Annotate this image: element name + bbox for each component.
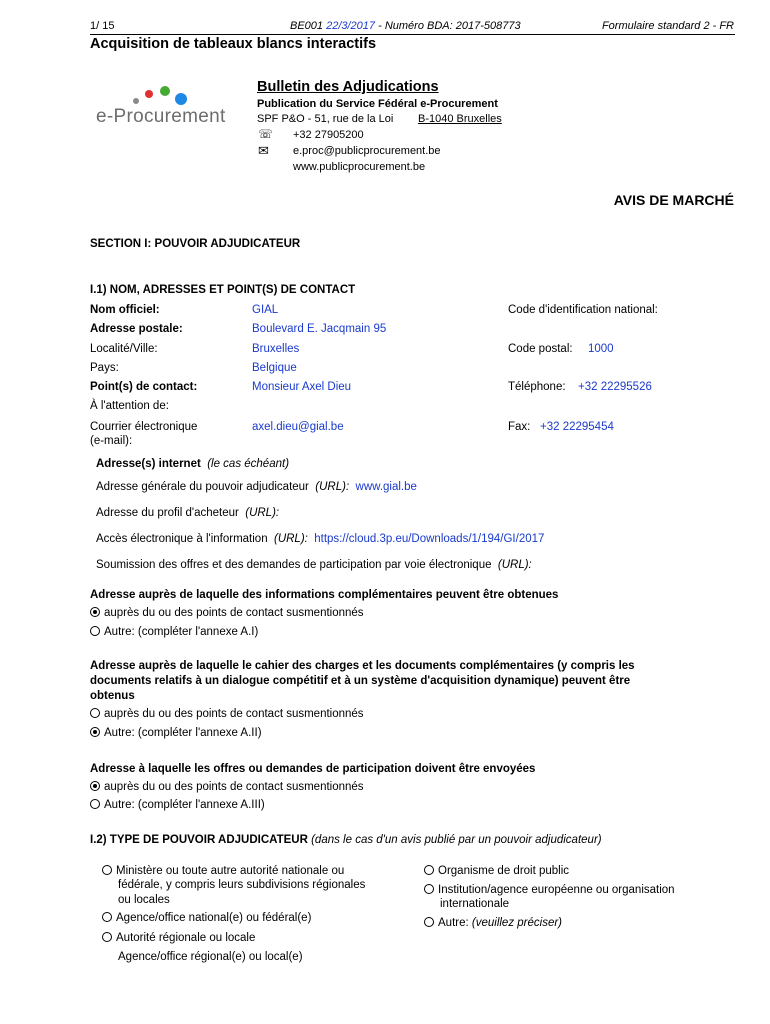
logo-dot-blue xyxy=(175,93,187,105)
radio-selected-icon[interactable] xyxy=(90,607,100,617)
bulletin-city: B-1040 Bruxelles xyxy=(418,113,502,125)
i2-right-option-2-line1: Institution/agence européenne ou organisation xyxy=(438,884,675,896)
q1-title: Adresse auprès de laquelle des informations complémentaires peuvent être obtenues xyxy=(90,589,559,601)
bulletin-email[interactable]: e.proc@publicprocurement.be xyxy=(293,145,441,157)
radio-selected-icon[interactable] xyxy=(90,781,100,791)
q3-title: Adresse à laquelle les offres ou demandes de participation doivent être envoyées xyxy=(90,763,536,775)
general-url-tag: (URL): xyxy=(315,481,350,493)
tel-label: Téléphone: xyxy=(508,381,566,393)
i2-left-option-4-label: Agence/office régional(e) ou local(e) xyxy=(118,951,303,963)
i2-left-option-3-label: Autorité régionale ou locale xyxy=(116,932,256,944)
page-number: 1/ 15 xyxy=(90,20,115,32)
i1-title: I.1) NOM, ADRESSES ET POINT(S) DE CONTACT xyxy=(90,284,356,296)
adresse-label: Adresse postale: xyxy=(90,323,183,335)
ref-prefix: BE001 xyxy=(290,20,324,32)
i2-heading xyxy=(90,834,602,846)
q2-option-2-label: Autre: (compléter l'annexe A.II) xyxy=(104,727,262,739)
acces-url-tag: (URL): xyxy=(273,533,308,545)
email-label-line2: (e-mail): xyxy=(90,435,133,447)
id-label: Code d'identification national: xyxy=(508,304,658,316)
fax-value: +32 22295454 xyxy=(540,421,614,433)
fax-label: Fax: xyxy=(508,421,531,433)
soumission-url-label: Soumission des offres et des demandes de participation par voie électronique xyxy=(96,559,492,571)
q1-option-2[interactable] xyxy=(90,626,258,638)
radio-empty-icon[interactable] xyxy=(90,708,100,718)
bulletin-title: Bulletin des Adjudications xyxy=(257,79,439,95)
i2-right-option-2-line2: internationale xyxy=(440,898,510,910)
i2-right-option-3-label: Autre: xyxy=(438,917,469,929)
q1-option-1[interactable] xyxy=(90,607,364,619)
general-url-row xyxy=(96,481,417,493)
q2-option-1-label: auprès du ou des points de contact susmentionnés xyxy=(104,708,364,720)
profil-url-tag: (URL): xyxy=(245,507,280,519)
internet-note: (le cas échéant) xyxy=(207,458,290,470)
postal-label: Code postal: xyxy=(508,343,573,355)
radio-empty-icon[interactable] xyxy=(424,884,434,894)
avis-title: AVIS DE MARCHÉ xyxy=(613,192,734,208)
acces-url-link[interactable]: https://cloud.3p.eu/Downloads/1/194/GI/2017 xyxy=(314,533,545,545)
phone-icon: ☏ xyxy=(258,127,274,141)
q1-option-1-label: auprès du ou des points de contact susmentionnés xyxy=(104,607,364,619)
mail-icon: ✉ xyxy=(258,143,269,158)
page-title: Acquisition de tableaux blancs interactifs xyxy=(90,36,377,52)
logo-text: e-Procurement xyxy=(96,106,226,127)
bulletin-publication: Publication du Service Fédéral e-Procurement xyxy=(257,98,498,110)
general-url-label: Adresse générale du pouvoir adjudicateur xyxy=(96,481,309,493)
ref-sep: - xyxy=(375,20,385,32)
bulletin-website[interactable]: www.publicprocurement.be xyxy=(293,161,426,173)
i2-left-option-1-line1: Ministère ou toute autre autorité nationale ou xyxy=(116,865,345,877)
radio-empty-icon[interactable] xyxy=(90,626,100,636)
radio-selected-icon[interactable] xyxy=(90,727,100,737)
ref-date: 22/3/2017 xyxy=(326,20,376,32)
radio-empty-icon[interactable] xyxy=(424,917,434,927)
i2-left-option-1-line2: fédérale, y compris leurs subdivisions régionales xyxy=(118,879,366,891)
attention-label: À l'attention de: xyxy=(90,400,169,412)
q2-title-line3: obtenus xyxy=(90,690,135,702)
q2-title-line1: Adresse auprès de laquelle le cahier des charges et les documents complémentaires (y compris les xyxy=(90,660,635,672)
form-label: Formulaire standard 2 - FR xyxy=(601,20,734,32)
q3-option-1-label: auprès du ou des points de contact susmentionnés xyxy=(104,781,364,793)
bulletin-phone: +32 27905200 xyxy=(293,129,364,141)
q2-option-2[interactable] xyxy=(90,727,262,739)
email-value[interactable]: axel.dieu@gial.be xyxy=(252,421,344,433)
nom-label: Nom officiel: xyxy=(90,304,160,316)
i2-left-option-1-line3: ou locales xyxy=(118,894,170,906)
q3-option-2-label: Autre: (compléter l'annexe A.III) xyxy=(104,799,265,811)
radio-empty-icon[interactable] xyxy=(90,799,100,809)
q2-option-1[interactable] xyxy=(90,708,364,720)
profil-url-label: Adresse du profil d'acheteur xyxy=(96,507,239,519)
internet-title: Adresse(s) internet xyxy=(96,458,201,470)
profil-url-row xyxy=(96,507,279,519)
nom-value: GIAL xyxy=(252,304,279,316)
i2-left-option-3[interactable] xyxy=(102,932,255,944)
postal-value: 1000 xyxy=(588,343,614,355)
contact-label: Point(s) de contact: xyxy=(90,381,198,393)
soumission-url-row xyxy=(96,559,532,571)
adresse-value: Boulevard E. Jacqmain 95 xyxy=(252,323,387,335)
i2-left-option-2-label: Agence/office national(e) ou fédéral(e) xyxy=(116,912,312,924)
radio-empty-icon[interactable] xyxy=(102,912,112,922)
reference-line xyxy=(290,20,521,32)
localite-value: Bruxelles xyxy=(252,343,300,355)
logo-dot-green xyxy=(160,86,170,96)
internet-heading xyxy=(96,458,289,470)
pays-value: Belgique xyxy=(252,362,297,374)
localite-label: Localité/Ville: xyxy=(90,343,158,355)
radio-empty-icon[interactable] xyxy=(102,932,112,942)
i2-right-option-2[interactable] xyxy=(424,884,675,896)
i2-left-option-2[interactable] xyxy=(102,912,311,924)
logo-dot-red xyxy=(145,90,153,98)
i2-title: I.2) TYPE DE POUVOIR ADJUDICATEUR xyxy=(90,834,308,846)
bulletin-address: SPF P&O - 51, rue de la Loi xyxy=(257,113,394,125)
header-rule xyxy=(90,34,735,35)
q3-option-1[interactable] xyxy=(90,781,364,793)
i2-right-option-1[interactable] xyxy=(424,865,569,877)
pays-label: Pays: xyxy=(90,362,119,374)
ref-bda: Numéro BDA: 2017-508773 xyxy=(384,20,521,32)
contact-value: Monsieur Axel Dieu xyxy=(252,381,352,393)
radio-empty-icon[interactable] xyxy=(424,865,434,875)
i2-right-option-3[interactable] xyxy=(424,917,562,929)
tel-value: +32 22295526 xyxy=(578,381,652,393)
radio-empty-icon[interactable] xyxy=(102,865,112,875)
logo-dot-gray xyxy=(133,98,139,104)
i2-note: (dans le cas d'un avis publié par un pouvoir adjudicateur) xyxy=(311,834,602,846)
q2-title-line2: documents relatifs à un dialogue compétitif et à un système d'acquisition dynamique) peuvent être xyxy=(90,675,631,687)
soumission-url-tag: (URL): xyxy=(497,559,532,571)
section-title: SECTION I: POUVOIR ADJUDICATEUR xyxy=(90,238,301,250)
general-url-link[interactable]: www.gial.be xyxy=(355,481,417,493)
q3-option-2[interactable] xyxy=(90,799,265,811)
i2-left-option-1[interactable] xyxy=(102,865,344,877)
acces-url-label: Accès électronique à l'information xyxy=(96,533,268,545)
i2-right-option-1-label: Organisme de droit public xyxy=(438,865,570,877)
acces-url-row xyxy=(96,533,544,545)
i2-right-option-3-note: (veuillez préciser) xyxy=(471,917,562,929)
q1-option-2-label: Autre: (compléter l'annexe A.I) xyxy=(104,626,259,638)
email-label-line1: Courrier électronique xyxy=(90,421,198,433)
